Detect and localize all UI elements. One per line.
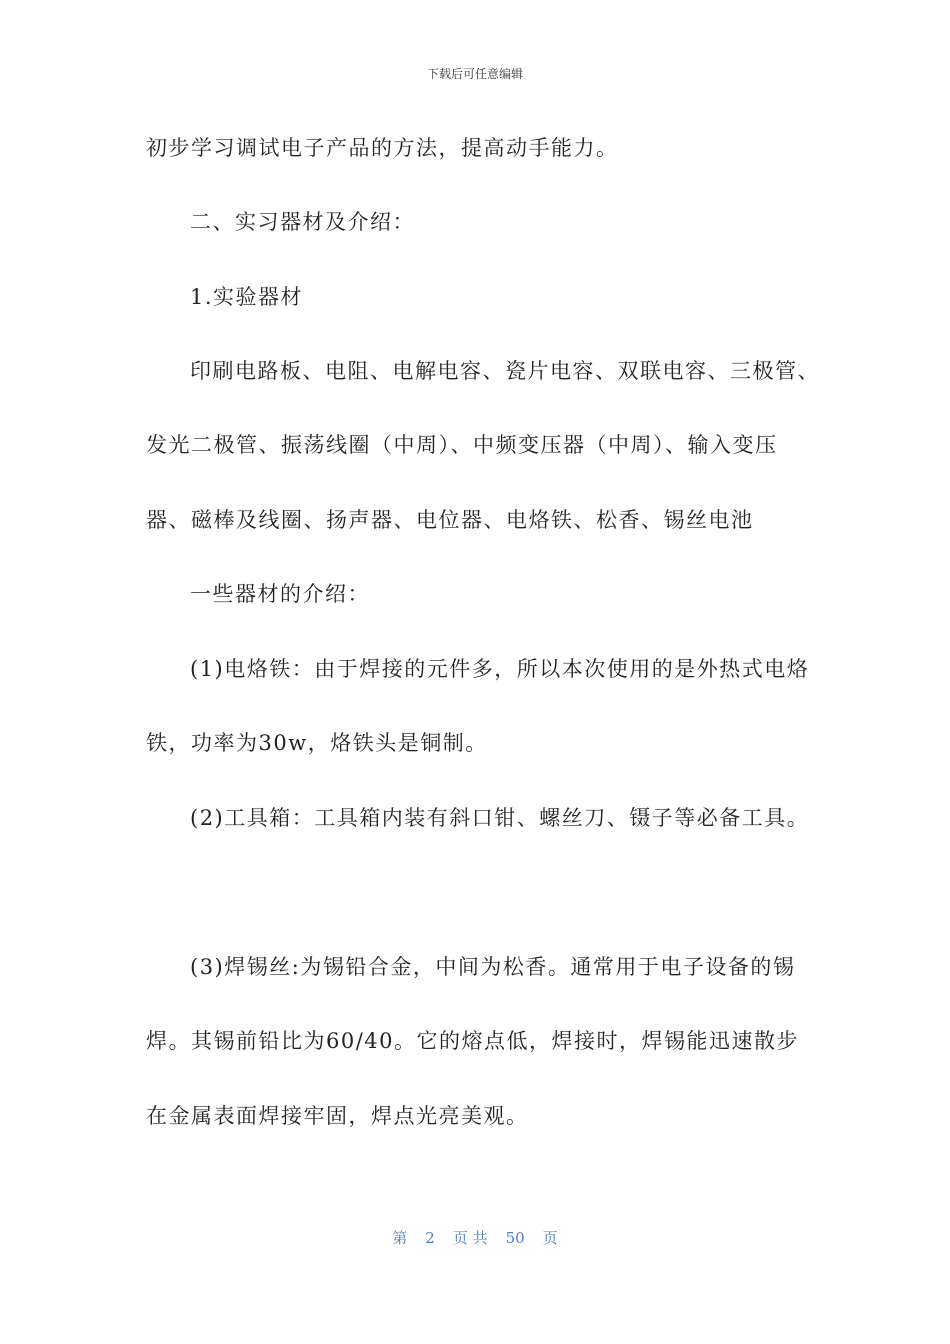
materials-intro-heading: 一些器材的介绍： xyxy=(190,582,370,606)
materials-list-line-1: 印刷电路板、电阻、电解电容、瓷片电容、双联电容、三极管、 xyxy=(190,359,820,383)
subsection-heading-lab-materials: 1.实验器材 xyxy=(190,285,304,309)
text-line-1: 初步学习调试电子产品的方法，提高动手能力。 xyxy=(146,136,619,160)
materials-list-line-2: 发光二极管、振荡线圈（中周）、中频变压器（中周）、输入变压 xyxy=(146,433,778,457)
footer-page-number: 2 xyxy=(425,1229,435,1247)
item-3-line-3: 在金属表面焊接牢固，焊点光亮美观。 xyxy=(146,1104,529,1128)
item-1-line-2: 铁，功率为30w，烙铁头是铜制。 xyxy=(146,731,488,755)
footer-page-suffix: 页 xyxy=(542,1229,558,1247)
item-3-line-1: (3)焊锡丝:为锡铅合金，中间为松香。通常用于电子设备的锡 xyxy=(190,955,796,979)
item-3-line-2: 焊。其锡前铅比为60/40。它的熔点低，焊接时，焊锡能迅速散步 xyxy=(146,1029,800,1053)
materials-list-line-3: 器、磁棒及线圈、扬声器、电位器、电烙铁、松香、锡丝电池 xyxy=(146,508,754,532)
footer-page-mid: 页 共 xyxy=(452,1229,488,1247)
footer-page-prefix: 第 xyxy=(392,1229,408,1247)
footer-page-total: 50 xyxy=(505,1229,525,1247)
page-header: 下载后可任意编辑 xyxy=(426,67,523,81)
item-2-line-1: (2)工具箱：工具箱内装有斜口钳、螺丝刀、镊子等必备工具。 xyxy=(190,806,810,830)
section-heading-materials: 二、实习器材及介绍： xyxy=(190,210,415,234)
item-1-line-1: (1)电烙铁：由于焊接的元件多，所以本次使用的是外热式电烙 xyxy=(190,657,810,681)
page-footer xyxy=(0,1228,950,1248)
